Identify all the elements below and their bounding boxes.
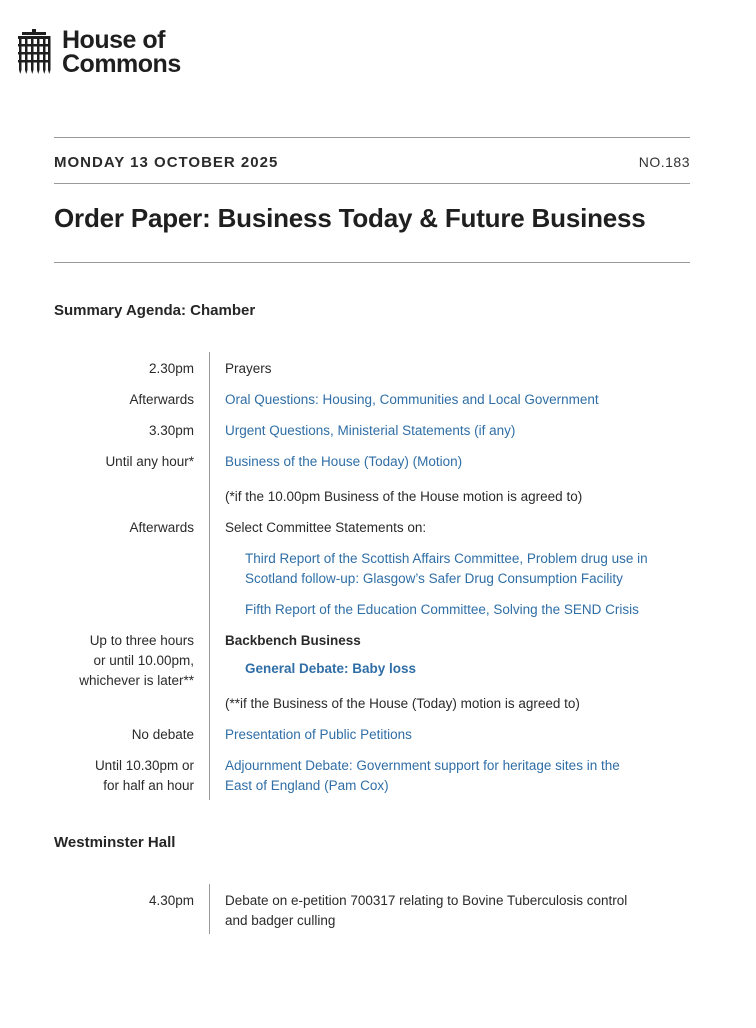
agenda-link-urgent-questions[interactable]: Urgent Questions, Ministerial Statements (if any): [225, 423, 516, 438]
westminster-hall-heading: Westminster Hall: [54, 834, 176, 851]
chamber-timeline-rule: [209, 352, 210, 800]
divider: [54, 262, 690, 263]
logo-line-1: House of: [62, 26, 165, 54]
agenda-time: Until any hour*: [105, 454, 194, 469]
agenda-time: 4.30pm: [148, 893, 194, 908]
divider: [54, 137, 690, 138]
agenda-time: Until 10.30pm or: [94, 758, 194, 773]
agenda-item-e-petition-debate: and badger culling: [225, 913, 336, 928]
agenda-note: (**if the Business of the House (Today) motion is agreed to): [225, 696, 580, 711]
page-title: Order Paper: Business Today & Future Business: [54, 203, 646, 233]
agenda-time: Afterwards: [129, 392, 194, 407]
agenda-time: 3.30pm: [148, 423, 194, 438]
agenda-time: Afterwards: [129, 520, 194, 535]
divider: [54, 183, 690, 184]
westminster-timeline-rule: [209, 884, 210, 934]
issue-number: NO.183: [638, 154, 690, 170]
date-row: [54, 154, 690, 171]
agenda-note: (*if the 10.00pm Business of the House motion is agreed to): [225, 489, 583, 504]
agenda-time: or until 10.00pm,: [93, 653, 194, 668]
agenda-link-scottish-affairs-report[interactable]: Scotland follow-up: Glasgow’s Safer Drug Consumption Facility: [245, 571, 623, 586]
agenda-link-oral-questions[interactable]: Oral Questions: Housing, Communities and Local Government: [225, 392, 599, 407]
agenda-link-adjournment-debate[interactable]: East of England (Pam Cox): [225, 778, 389, 793]
agenda-time: No debate: [131, 727, 194, 742]
logo-line-2: Commons: [62, 50, 181, 78]
agenda-link-public-petitions[interactable]: Presentation of Public Petitions: [225, 727, 412, 742]
house-of-commons-logo[interactable]: [14, 28, 181, 76]
agenda-item-backbench-business: Backbench Business: [225, 633, 361, 648]
chamber-heading: Summary Agenda: Chamber: [54, 302, 256, 319]
agenda-item-e-petition-debate: Debate on e-petition 700317 relating to Bovine Tuberculosis control: [225, 893, 628, 908]
agenda-link-adjournment-debate[interactable]: Adjournment Debate: Government support for heritage sites in the: [225, 758, 620, 773]
agenda-item-prayers: Prayers: [225, 361, 272, 376]
agenda-link-education-committee-report[interactable]: Fifth Report of the Education Committee, Solving the SEND Crisis: [245, 602, 639, 617]
order-paper-date: MONDAY 13 OCTOBER 2025: [54, 154, 279, 171]
agenda-time: whichever is later**: [79, 673, 194, 688]
agenda-item-select-committee-statements: Select Committee Statements on:: [225, 520, 427, 535]
portcullis-icon: [14, 28, 54, 76]
logo-wordmark: [62, 28, 181, 76]
agenda-time: Up to three hours: [89, 633, 194, 648]
agenda-time: 2.30pm: [148, 361, 194, 376]
agenda-link-scottish-affairs-report[interactable]: Third Report of the Scottish Affairs Committee, Problem drug use in: [245, 551, 648, 566]
agenda-link-general-debate-baby-loss[interactable]: General Debate: Baby loss: [245, 661, 417, 676]
agenda-link-business-of-the-house[interactable]: Business of the House (Today) (Motion): [225, 454, 463, 469]
agenda-time: for half an hour: [103, 778, 194, 793]
